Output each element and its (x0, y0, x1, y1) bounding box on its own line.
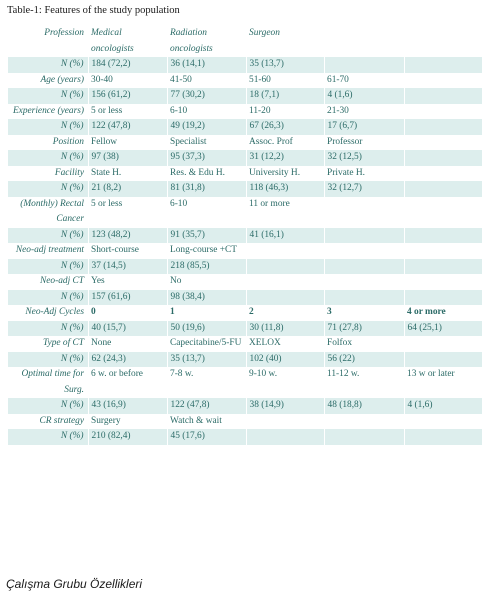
row-label: Neo-adj treatment (15, 245, 84, 255)
table-cell: Capecitabine/5-FU (170, 338, 242, 348)
table-row (8, 259, 482, 275)
table-cell: Specialist (170, 136, 207, 147)
table-cell (324, 414, 404, 430)
row-label: N (%) (8, 88, 88, 104)
table-cell (404, 73, 482, 89)
table-cell: None (91, 338, 112, 348)
table-cell: 21-30 (327, 105, 349, 116)
column-header (324, 26, 404, 57)
table-cell: 35 (13,7) (167, 352, 246, 368)
table-row (8, 104, 482, 120)
row-label: Position (52, 136, 84, 147)
table-cell: 64 (25,1) (404, 321, 482, 337)
table-row (8, 88, 482, 104)
table-cell: 13 w or later (407, 369, 455, 379)
table-cell: 123 (48,2) (88, 228, 167, 244)
column-header (404, 26, 482, 57)
row-label: N (%) (8, 398, 88, 414)
table-row (8, 305, 482, 321)
table-cell (404, 135, 482, 151)
table-cell: 32 (12,7) (324, 181, 404, 197)
table-cell (404, 429, 482, 445)
table-row (8, 181, 482, 197)
table-cell: 0 (91, 307, 96, 317)
table-cell: 36 (14,1) (167, 57, 246, 73)
table-cell: 48 (18,8) (324, 398, 404, 414)
table-cell (324, 290, 404, 306)
table-cell (246, 414, 324, 430)
table-cell: 210 (82,4) (88, 429, 167, 445)
table-cell: 41-50 (170, 74, 192, 85)
table-cell (324, 228, 404, 244)
table-cell: 156 (61,2) (88, 88, 167, 104)
table-cell (404, 181, 482, 197)
table-row (8, 290, 482, 306)
table-cell: 98 (38,4) (167, 290, 246, 306)
table-row (8, 274, 482, 290)
table-cell: 4 or more (407, 307, 446, 317)
table-row (8, 150, 482, 166)
table-row (8, 367, 482, 398)
table-cell: 11-20 (249, 105, 271, 116)
table-cell (246, 259, 324, 275)
table-cell: 43 (16,9) (88, 398, 167, 414)
table-row (8, 57, 482, 73)
table-cell: No (170, 276, 182, 286)
table-row (8, 197, 482, 228)
table-row (8, 352, 482, 368)
table-row (8, 321, 482, 337)
row-label: N (%) (8, 57, 88, 73)
table-cell: 1 (170, 307, 175, 317)
table-cell: 51-60 (249, 74, 271, 85)
table-cell: 7-8 w. (170, 369, 194, 379)
table-cell: Fellow (91, 136, 118, 147)
table-cell: 38 (14,9) (246, 398, 324, 414)
table-cell (404, 88, 482, 104)
figure-caption: Çalışma Grubu Özellikleri (6, 577, 143, 591)
features-table (8, 26, 482, 445)
table-cell (246, 274, 324, 290)
table-row (8, 414, 482, 430)
table-cell (404, 104, 482, 120)
table-cell: 157 (61,6) (88, 290, 167, 306)
table-cell (404, 119, 482, 135)
table-cell (404, 243, 482, 259)
table-cell: 49 (19,2) (167, 119, 246, 135)
table-cell: 218 (85,5) (167, 259, 246, 275)
table-title: Table-1: Features of the study population (7, 5, 180, 16)
table-cell: 122 (47,8) (88, 119, 167, 135)
row-label: Facility (54, 167, 84, 178)
table-cell: State H. (91, 167, 122, 178)
table-cell (324, 259, 404, 275)
table-cell: 37 (14,5) (88, 259, 167, 275)
table-row (8, 73, 482, 89)
table-cell: 6 w. or before (91, 369, 143, 379)
row-label: Neo-Adj Cycles (25, 307, 84, 317)
table-cell: Short-course (91, 245, 139, 255)
row-label: N (%) (8, 321, 88, 337)
table-cell: 30-40 (91, 74, 113, 85)
table-cell: 67 (26,3) (246, 119, 324, 135)
table-cell: 45 (17,6) (167, 429, 246, 445)
table-cell: Private H. (327, 167, 366, 178)
table-cell (324, 57, 404, 73)
table-cell (324, 429, 404, 445)
row-label: Neo-adj CT (39, 276, 84, 286)
table-cell: 61-70 (327, 74, 349, 85)
table-cell: Folfox (327, 338, 353, 348)
table-row (8, 135, 482, 151)
row-label: N (%) (8, 429, 88, 445)
row-label: N (%) (8, 228, 88, 244)
table-cell: 102 (40) (246, 352, 324, 368)
table-cell (404, 57, 482, 73)
table-cell: 17 (6,7) (324, 119, 404, 135)
table-cell (324, 243, 404, 259)
table-cell: 3 (327, 307, 332, 317)
table-row (8, 398, 482, 414)
table-cell (404, 414, 482, 430)
table-cell: 56 (22) (324, 352, 404, 368)
table-cell: 6-10 (170, 198, 188, 209)
table-cell: 6-10 (170, 105, 188, 116)
row-label: Experience (years) (12, 105, 84, 116)
table-cell: 77 (30,2) (167, 88, 246, 104)
table-cell: 9-10 w. (249, 369, 278, 379)
table-cell: 62 (24,3) (88, 352, 167, 368)
table-cell: Watch & wait (170, 415, 222, 426)
row-label: CR strategy (39, 415, 84, 426)
table-cell (246, 429, 324, 445)
table-cell: 35 (13,7) (246, 57, 324, 73)
row-label: Profession (44, 28, 84, 38)
table-cell: 32 (12,5) (324, 150, 404, 166)
table-cell: 5 or less (91, 105, 123, 116)
row-label: N (%) (8, 352, 88, 368)
table-cell: 11-12 w. (327, 369, 360, 379)
table-cell: 118 (46,3) (246, 181, 324, 197)
table-cell (404, 336, 482, 352)
table-row (8, 243, 482, 259)
table-cell (404, 274, 482, 290)
table-row (8, 166, 482, 182)
table-cell: 41 (16,1) (246, 228, 324, 244)
table-cell: XELOX (249, 338, 281, 348)
table-cell: University H. (249, 167, 301, 178)
table-cell: 50 (19,6) (167, 321, 246, 337)
row-label: N (%) (8, 181, 88, 197)
table-cell: 95 (37,3) (167, 150, 246, 166)
row-label: Age (years) (40, 74, 84, 85)
table-cell (246, 243, 324, 259)
row-label: N (%) (8, 290, 88, 306)
table-cell: Assoc. Prof (249, 136, 293, 147)
table-cell: 2 (249, 307, 254, 317)
table-row (8, 336, 482, 352)
table-cell: 31 (12,2) (246, 150, 324, 166)
table-cell: Surgery (91, 415, 121, 426)
table-cell (404, 228, 482, 244)
table-cell: 91 (35,7) (167, 228, 246, 244)
table-cell: 4 (1,6) (404, 398, 482, 414)
table-cell (404, 290, 482, 306)
table-row (8, 429, 482, 445)
table-cell: 71 (27,8) (324, 321, 404, 337)
table-cell: 18 (7,1) (246, 88, 324, 104)
row-label: Type of CT (43, 338, 84, 348)
table-cell: Res. & Edu H. (170, 167, 225, 178)
row-label: N (%) (8, 119, 88, 135)
table-cell: 11 or more (249, 198, 290, 209)
table-cell: 184 (72,2) (88, 57, 167, 73)
column-header: Surgeon (249, 28, 280, 38)
table-cell (324, 197, 404, 228)
table-cell (246, 290, 324, 306)
row-label: N (%) (8, 259, 88, 275)
table-row (8, 119, 482, 135)
table-cell: 97 (38) (88, 150, 167, 166)
table-cell: 122 (47,8) (167, 398, 246, 414)
table-cell (404, 259, 482, 275)
table-cell: 5 or less (91, 198, 123, 209)
table-row (8, 228, 482, 244)
row-label: N (%) (8, 150, 88, 166)
table-cell: Yes (91, 276, 105, 286)
table-cell (324, 274, 404, 290)
table-cell (404, 352, 482, 368)
table-cell: 81 (31,8) (167, 181, 246, 197)
table-cell: 4 (1,6) (324, 88, 404, 104)
row-label: Optimal time for Surg. (21, 369, 84, 395)
table-cell (404, 197, 482, 228)
table-cell: 21 (8,2) (88, 181, 167, 197)
header-row (8, 26, 482, 57)
table-cell: 40 (15,7) (88, 321, 167, 337)
table-cell (404, 150, 482, 166)
column-header: Medical oncologists (91, 28, 134, 54)
table-cell (404, 166, 482, 182)
table-cell: 30 (11,8) (246, 321, 324, 337)
table-cell: Professor (327, 136, 363, 147)
column-header: Radiation oncologists (170, 28, 213, 54)
row-label: (Monthly) Rectal Cancer (20, 198, 84, 224)
table-cell: Long-course +CT (170, 245, 237, 255)
